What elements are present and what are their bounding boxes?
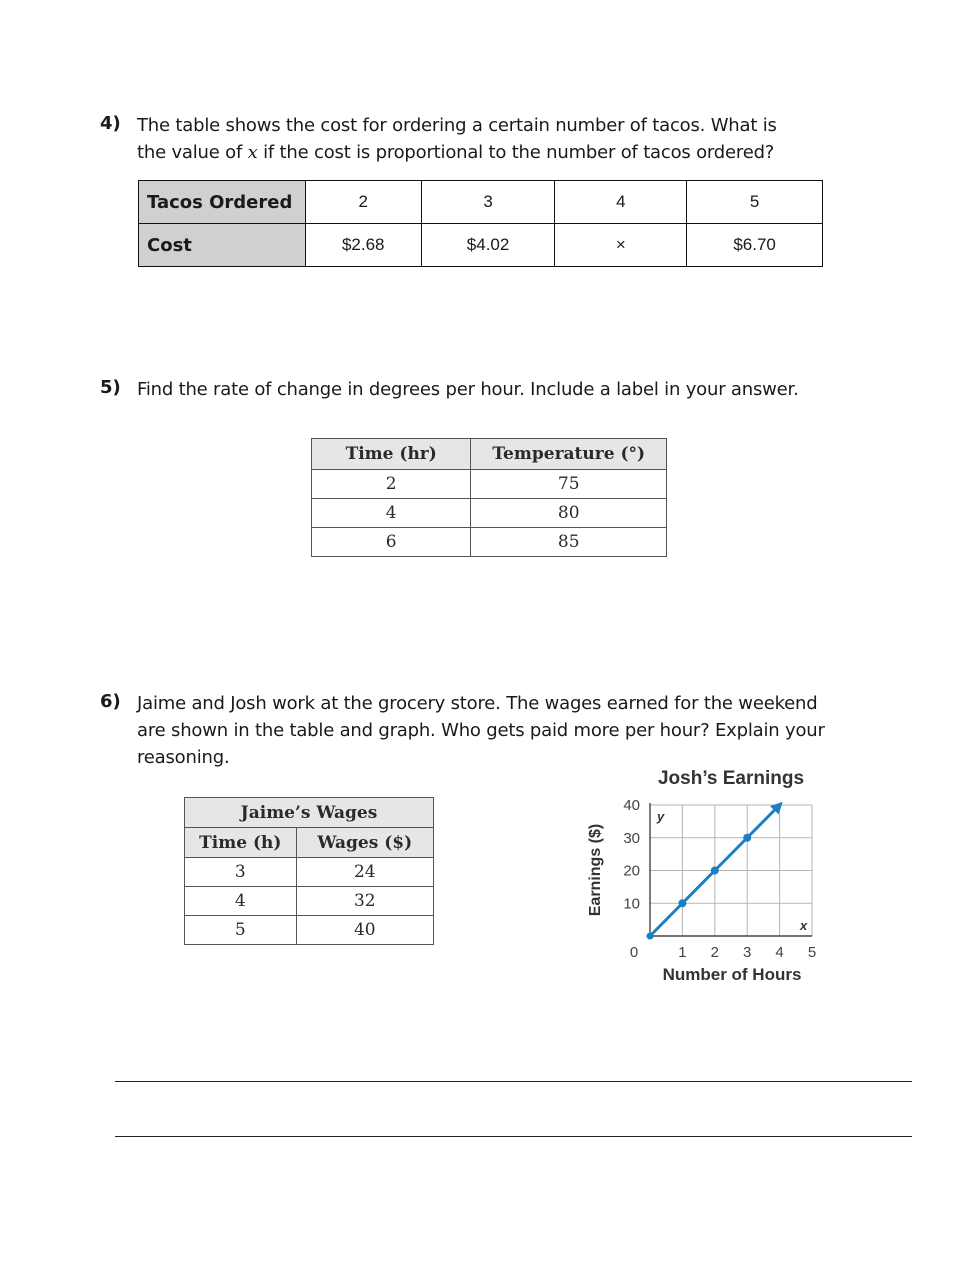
- x-tick-label: 4: [775, 944, 784, 961]
- table-row: [185, 887, 434, 916]
- x-axis-letter: x: [800, 918, 808, 933]
- column-header-time: Time (hr): [312, 439, 471, 470]
- x-axis-label: Number of Hours: [662, 965, 802, 984]
- table-header-row: [185, 828, 434, 858]
- josh-earnings-graph: [570, 760, 840, 990]
- table-row: [312, 499, 667, 528]
- question-4-line2-post: if the cost is proportional to the number of tacos ordered?: [257, 142, 775, 163]
- jaime-wages-table: [184, 797, 434, 945]
- table-row: [312, 528, 667, 557]
- question-4-number: 4): [100, 113, 121, 134]
- table-row: [185, 916, 434, 945]
- table-title-row: [185, 798, 434, 828]
- table-cell: $2.68: [305, 224, 421, 267]
- column-header-time: Time (h): [185, 828, 297, 858]
- table-cell: 2: [312, 470, 471, 499]
- temperature-table: [311, 438, 667, 557]
- table-row: [185, 858, 434, 887]
- table-cell: 4: [555, 181, 687, 224]
- table-cell: 85: [471, 528, 667, 557]
- table-row: [139, 224, 823, 267]
- y-axis-letter: y: [657, 809, 665, 824]
- question-4-line2-pre: the value of: [137, 142, 248, 163]
- x-tick-label: 2: [710, 944, 719, 961]
- question-6-number: 6): [100, 691, 121, 712]
- table-cell: 4: [185, 887, 297, 916]
- table-cell: $4.02: [421, 224, 555, 267]
- jaime-table-title: Jaime’s Wages: [185, 798, 434, 828]
- table-cell: 80: [471, 499, 667, 528]
- chart-title: Josh’s Earnings: [657, 768, 805, 789]
- taco-row-header-tacos: Tacos Ordered: [139, 181, 306, 224]
- table-cell: 32: [296, 887, 433, 916]
- table-cell: 40: [296, 916, 433, 945]
- column-header-temperature: Temperature (°): [471, 439, 667, 470]
- question-4-text: [137, 112, 917, 166]
- table-cell-unknown-x: ×: [555, 224, 687, 267]
- y-tick-label: 10: [623, 895, 640, 913]
- table-cell: 2: [305, 181, 421, 224]
- table-cell: 24: [296, 858, 433, 887]
- table-header-row: [312, 439, 667, 470]
- y-tick-label: 30: [623, 829, 640, 847]
- table-cell: 75: [471, 470, 667, 499]
- table-cell: 5: [687, 181, 823, 224]
- question-6-line2: are shown in the table and graph. Who gets paid more per hour? Explain your: [137, 720, 825, 741]
- y-axis-label: Earnings ($): [587, 823, 604, 917]
- y-tick-label: 20: [623, 862, 640, 880]
- josh-earnings-chart: [570, 760, 840, 990]
- taco-cost-table: [138, 180, 823, 267]
- table-row: [312, 470, 667, 499]
- question-4-line2: [137, 139, 917, 166]
- x-tick-label: 3: [743, 944, 752, 961]
- taco-row-header-cost: Cost: [139, 224, 306, 267]
- question-4-line1: The table shows the cost for ordering a certain number of tacos. What is: [137, 115, 777, 136]
- answer-line-1: [115, 1081, 912, 1082]
- question-6-text: [137, 690, 937, 771]
- origin-label: 0: [629, 944, 639, 961]
- data-point-origin: [647, 933, 654, 940]
- data-point: [678, 899, 686, 907]
- y-tick-label: 40: [623, 797, 640, 814]
- data-point: [711, 867, 719, 875]
- data-point: [743, 834, 751, 842]
- table-cell: 4: [312, 499, 471, 528]
- question-5-text: Find the rate of change in degrees per hour. Include a label in your answer.: [137, 379, 799, 400]
- table-cell: 6: [312, 528, 471, 557]
- table-cell: 3: [421, 181, 555, 224]
- column-header-wages: Wages ($): [296, 828, 433, 858]
- table-cell: $6.70: [687, 224, 823, 267]
- question-6-line3: reasoning.: [137, 747, 230, 768]
- table-cell: 5: [185, 916, 297, 945]
- question-6-line1: Jaime and Josh work at the grocery store. The wages earned for the weekend: [137, 693, 818, 714]
- question-4-variable: x: [247, 142, 258, 163]
- answer-line-2: [115, 1136, 912, 1137]
- x-tick-label: 5: [807, 944, 817, 961]
- question-5-number: 5): [100, 377, 121, 398]
- x-tick-label: 1: [678, 944, 687, 961]
- table-cell: 3: [185, 858, 297, 887]
- table-row: [139, 181, 823, 224]
